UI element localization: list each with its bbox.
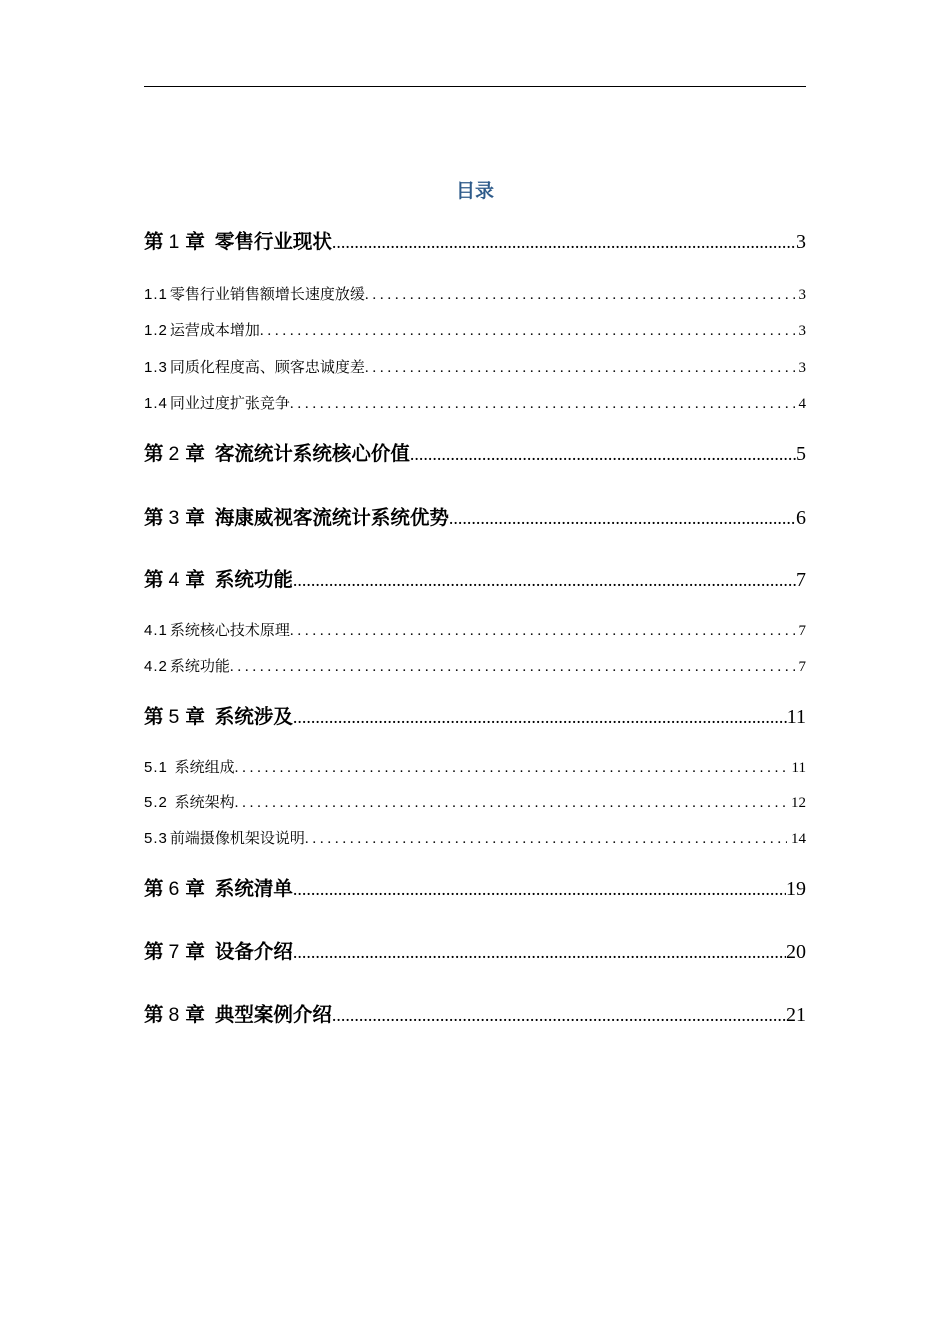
toc-page-number: 3 — [796, 231, 806, 253]
toc-page-number: 7 — [798, 623, 806, 639]
toc-dot-leader — [410, 442, 796, 465]
toc-page-number: 6 — [796, 507, 806, 529]
toc-entry-chapter-2[interactable] — [144, 438, 806, 466]
toc-entry-label: 第 3 章 海康威视客流统计系统优势 — [144, 506, 449, 529]
header-rule — [144, 86, 806, 87]
toc-dot-leader — [305, 829, 787, 848]
toc-entry-label: 1.1 零售行业销售额增长速度放缓 — [144, 285, 365, 303]
toc-page-number: 3 — [798, 287, 806, 303]
toc-page-number: 14 — [791, 831, 806, 847]
toc-dot-leader — [290, 621, 795, 640]
toc-entry-section-4-1[interactable] — [144, 619, 806, 640]
toc-dot-leader — [235, 793, 787, 812]
toc-page-number: 5 — [796, 443, 806, 465]
toc-entry-chapter-6[interactable] — [144, 873, 806, 901]
toc-dot-leader — [235, 758, 788, 777]
toc-entry-section-5-3[interactable] — [144, 827, 806, 848]
toc-entry-label: 4.1 系统核心技术原理 — [144, 621, 290, 639]
toc-entry-section-1-3[interactable] — [144, 356, 806, 377]
toc-entry-label: 1.3 同质化程度高、顾客忠诚度差 — [144, 358, 365, 376]
toc-dot-leader — [230, 657, 795, 676]
toc-entry-label: 第 1 章 零售行业现状 — [144, 230, 332, 253]
toc-entry-chapter-7[interactable] — [144, 936, 806, 964]
toc-dot-leader — [365, 285, 795, 304]
toc-dot-leader — [293, 940, 786, 963]
toc-entry-section-1-1[interactable] — [144, 283, 806, 304]
toc-page-number: 12 — [791, 795, 806, 811]
toc-title: 目录 — [455, 180, 494, 202]
toc-entry-chapter-4[interactable] — [144, 564, 806, 592]
toc-dot-leader — [293, 877, 786, 900]
toc-dot-leader — [260, 321, 795, 340]
toc-page-number: 7 — [798, 659, 806, 675]
toc-entry-label: 4.2 系统功能 — [144, 657, 230, 675]
toc-entry-section-4-2[interactable] — [144, 655, 806, 676]
toc-page-number: 19 — [786, 878, 806, 900]
toc-entry-label: 5.1 系统组成 — [144, 758, 235, 776]
toc-entry-label: 第 8 章 典型案例介绍 — [144, 1003, 332, 1026]
toc-entry-chapter-3[interactable] — [144, 502, 806, 530]
toc-entry-label: 1.4 同业过度扩张竞争 — [144, 394, 290, 412]
toc-dot-leader — [449, 506, 796, 529]
toc-entry-section-5-1[interactable] — [144, 756, 806, 777]
toc-entry-label: 第 4 章 系统功能 — [144, 568, 293, 591]
toc-entry-section-1-2[interactable] — [144, 319, 806, 340]
toc-page-number: 21 — [786, 1004, 806, 1026]
toc-page-number: 7 — [796, 569, 806, 591]
toc-page-number: 20 — [786, 941, 806, 963]
toc-dot-leader — [293, 705, 787, 728]
toc-entry-section-1-4[interactable] — [144, 392, 806, 413]
toc-entry-label: 第 7 章 设备介绍 — [144, 940, 293, 963]
toc-dot-leader — [293, 568, 796, 591]
toc-dot-leader — [290, 394, 795, 413]
toc-page-number: 3 — [798, 323, 806, 339]
toc-entry-section-5-2[interactable] — [144, 791, 806, 812]
toc-page-number: 4 — [798, 396, 806, 412]
toc-page-number: 3 — [798, 360, 806, 376]
toc-entry-chapter-1[interactable] — [144, 226, 806, 254]
toc-page-number: 11 — [786, 706, 806, 728]
toc-entry-label: 第 5 章 系统涉及 — [144, 705, 293, 728]
toc-entry-chapter-8[interactable] — [144, 999, 806, 1027]
toc-entry-label: 第 6 章 系统清单 — [144, 877, 293, 900]
toc-entry-label: 1.2 运营成本增加 — [144, 321, 260, 339]
toc-page-number: 11 — [791, 760, 806, 776]
toc-dot-leader — [365, 358, 795, 377]
toc-entry-label: 5.3 前端摄像机架设说明 — [144, 829, 305, 847]
toc-dot-leader — [332, 230, 796, 253]
toc-entry-chapter-5[interactable] — [144, 701, 806, 729]
toc-dot-leader — [332, 1003, 786, 1026]
toc-entry-label: 第 2 章 客流统计系统核心价值 — [144, 442, 410, 465]
toc-entry-label: 5.2 系统架构 — [144, 793, 235, 811]
